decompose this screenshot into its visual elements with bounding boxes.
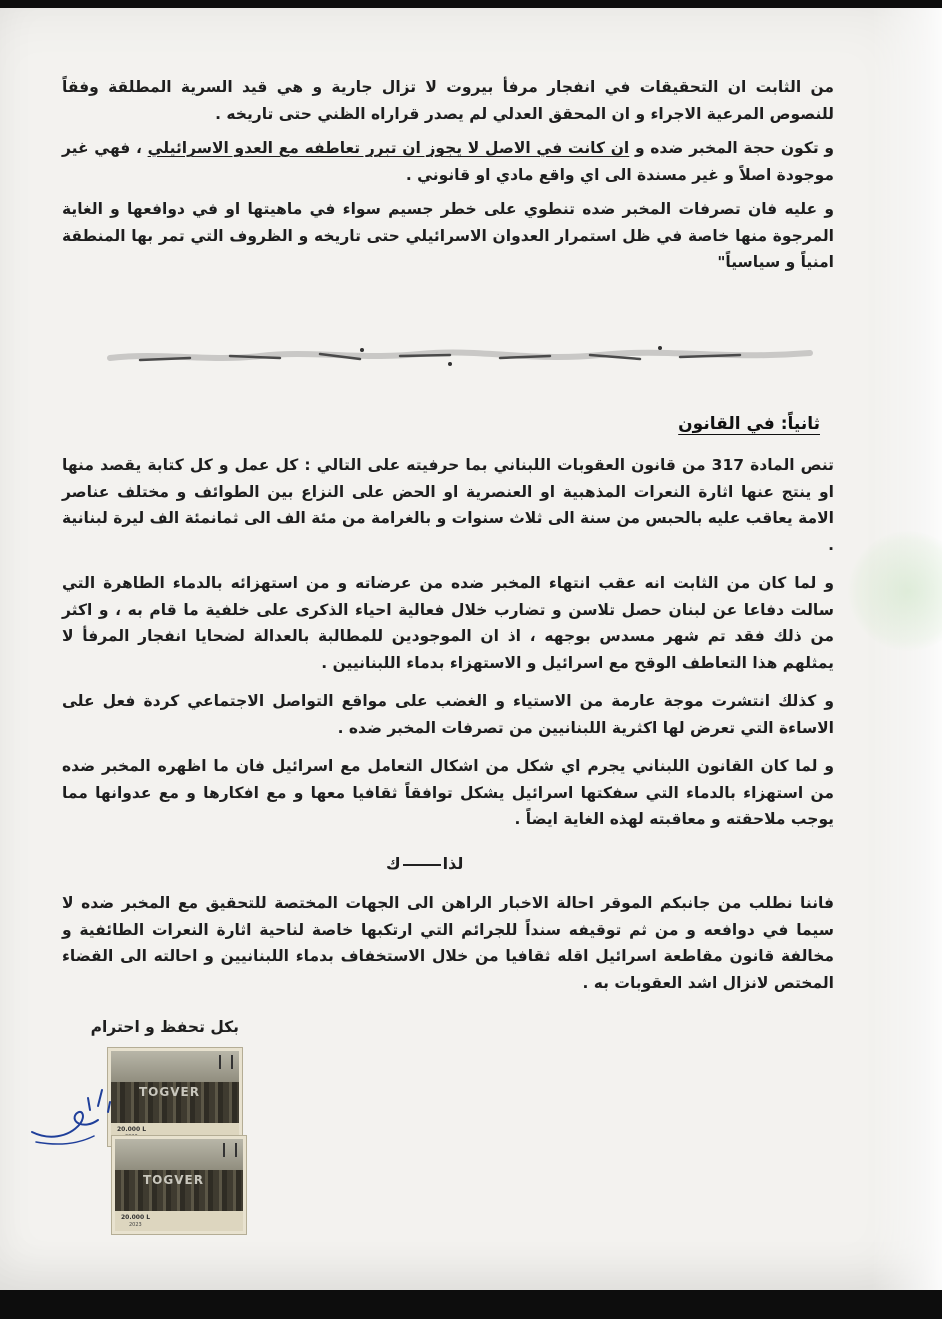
stamp-year: 2023 [129,1222,142,1228]
watermark-seal [848,531,942,651]
document-page [0,8,942,1290]
therefore-end: ك [386,854,401,873]
cedar-icon [223,1143,237,1157]
revenue-stamp [112,1136,246,1234]
section-heading-law: ثانياً: في القانون [678,414,820,434]
paragraph-investigation: من الثابت ان التحقيقات في انفجار مرفأ بيروت لا تزال جارية و هي قيد السرية المطلقة وفقاً للنصوص المرعية الاجراء و ان المحقق العدلي لم يصدر قراراه الظني حتى تاريخه . [62,78,834,123]
therefore-start: لذا [442,854,464,873]
paragraph-article-317: تنص المادة 317 من قانون العقوبات اللبناني بما حرفيته على التالي : كل عمل و كل كتابة يقصد منها او ينتج عنها اثارة النعرات المذهبية او العنصرية او الحض على النزاع بين الطوائف و مختلف عناصر الامة يعاقب عليه بالحبس من سنة الى ثلاث سنوات و بالغرامة من مئة الف الى ثمانمئة الف ليرة لبنانية . [62,456,834,554]
therefore-marker [386,854,463,873]
argument-underlined: ان كانت في الاصل لا يجوز ان تبرر تعاطفه مع العدو الاسرائيلي [147,139,630,157]
paragraph-request: فاننا نطلب من جانبكم الموقر احالة الاخبار الراهن الى الجهات المختصة للتحقيق مع المخبر ضده لا سيما في دوافعه و من ثم توقيفه سنداً للجرائم التي ارتكبها خاصة لناحية اثارة النعرات الطائفية و مخالفة قانون مقاطعة اسرائيل اقله ثقافيا من خلال الاستخفاف بدماء اللبنانيين و احالته الى القضاء المختص لانزال اشد العقوبات به . [62,894,834,992]
intro-section [62,74,834,276]
paragraph-argument [62,135,834,188]
argument-after: ، فهي غير موجودة اصلاً و غير مسندة الى اي واقع مادي او قانوني . [62,139,834,184]
law-section [62,452,834,833]
paragraph-criminalization: و لما كان القانون اللبناني يجرم اي شكل من اشكال التعامل مع اسرائيل فان ما اظهره المخبر ضده من استهزاء بالدماء التي سفكتها اسرائيل يشكل توافقاً ثقافيا معها و مع افكارها و مع عدوانها مما يوجب ملاحقته و معاقبته لهذه الغاية ايضاً . [62,757,834,828]
stamp-word: TOGVER [139,1085,200,1099]
argument-before: و تكون حجة المخبر ضده و [629,139,834,157]
paragraph-incident: و لما كان من الثابت انه عقب انتهاء المخبر ضده من عرضاته و من استهزائه بالدماء الطاهرة التي سالت دفاعا عن لبنان حصل تلاسن و تضارب خلال فعالية احياء الذكرى على خلفية ما قام به ، و اكثر من ذلك فقد تم شهر مسدس بوجهه ، اذ ان الموجودين للمطالبة بالعدالة لضحايا انفجار المرفأ لا يمثلهم هذا التعاطف الوقح مع اسرائيل و الاستهزاء بدماء اللبنانيين . [62,574,834,672]
closing-phrase: بكل تحفظ و احترام [90,1018,239,1036]
paragraph-outrage: و كذلك انتشرت موجة عارمة من الاستياء و الغضب على مواقع التواصل الاجتماعي كردة فعل على الاساءة التي تعرض لها اكثرية اللبنانيين من تصرفات المخبر ضده . [62,692,834,737]
signature [28,1080,118,1150]
stamp-word: TOGVER [143,1173,204,1187]
stamp-value: 20.000 L [117,1126,147,1133]
revenue-stamp [108,1048,242,1146]
therefore-line [403,864,441,866]
redacted-line [100,338,820,372]
stamp-value: 20.000 L [121,1214,151,1221]
paragraph-danger: و عليه فان تصرفات المخبر ضده تنطوي على خطر جسيم سواء في ماهيتها او في دوافعها و الغاية المرجوة منها خاصة في ظل استمرار العدوان الاسرائيلي حتى تاريخه و الظروف التي تمر بها المنطقة امنياً و سياسياً" [62,200,834,271]
cedar-icon [219,1055,233,1069]
request-section [62,890,834,996]
